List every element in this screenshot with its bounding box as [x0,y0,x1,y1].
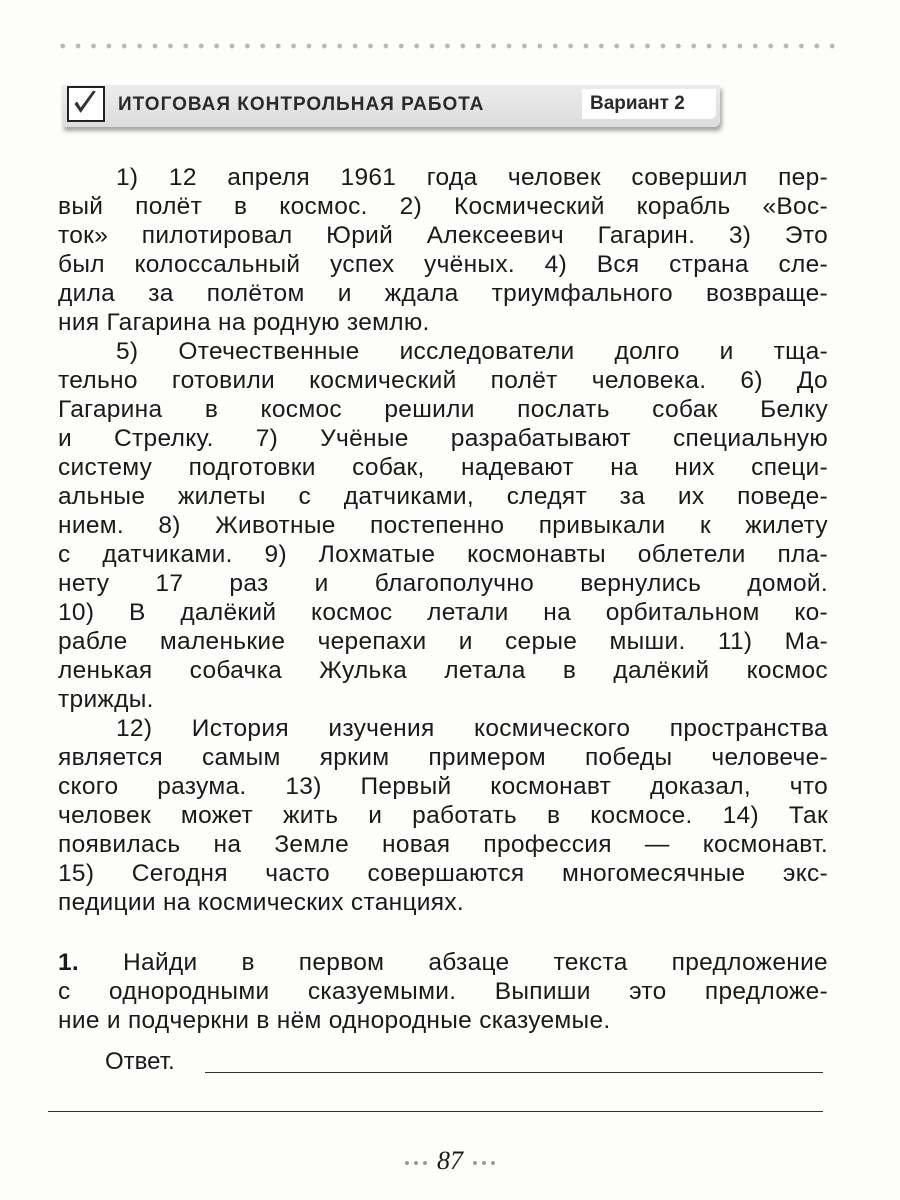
text-line: 10) В далёкий космос летали на орбитальном ко- [58,599,828,626]
text-line: нием. 8) Животные постепенно привыкали к жилету [58,512,828,539]
dotted-border [55,42,845,50]
text-line: систему подготовки собак, надевают на них специ- [58,454,828,481]
text-line: появилась на Земле новая профессия — космонавт. [58,831,828,858]
text-line: Гагарина в космос решили послать собак Белку [58,396,828,423]
text-line: человек может жить и работать в космосе. 14) Так [58,802,828,829]
text-line: 15) Сегодня часто совершаются многомесячные экс- [58,860,828,887]
answer-label: Ответ. [105,1048,175,1075]
text-line: ния Гагарина на родную землю. [58,309,430,336]
task-1 [58,948,828,1035]
text-line: и Стрелку. 7) Учёные разрабатывают специальную [58,425,828,452]
text-line: ленькая собачка Жулька летала в далёкий космос [58,657,828,684]
text-line: был колоссальный успех учёных. 4) Вся страна сле- [58,251,828,278]
variant-label: Вариант 2 [582,89,716,119]
task-line: Найди в первом абзаце текста предложение [79,949,828,976]
header-title: ИТОГОВАЯ КОНТРОЛЬНАЯ РАБОТА [118,94,485,115]
text-line: ского разума. 13) Первый космонавт доказал, что [58,773,828,800]
answer-line-2[interactable] [48,1111,823,1112]
text-line: с датчиками. 9) Лохматые космонавты облетели пла- [58,541,828,568]
text-line: рабле маленькие черепахи и серые мыши. 11) Ма- [58,628,828,655]
reading-text [58,163,828,917]
text-line: педиции на космических станциях. [58,889,465,916]
text-line: дила за полётом и ждала триумфального возвраще- [58,280,828,307]
text-line: ток» пилотировал Юрий Алексеевич Гагарин. 3) Это [58,222,828,249]
text-line: 5) Отечественные исследователи долго и тща- [116,338,828,365]
section-header [62,85,720,127]
answer-line-1[interactable] [205,1072,823,1073]
checkmark-icon [67,86,105,122]
task-line: ние и подчеркни в нём однородные сказуемые. [58,1007,611,1034]
text-line: 1) 12 апреля 1961 года человек совершил пер- [116,164,828,191]
text-line: нету 17 раз и благополучно вернулись домой. [58,570,828,597]
text-line: трижды. [58,686,154,713]
task-number: 1. [58,949,80,976]
text-line: является самым ярким примером победы человече- [58,744,828,771]
task-line: с однородными сказуемыми. Выпиши это предложе- [58,978,828,1005]
text-line: тельно готовили космический полёт человека. 6) До [58,367,828,394]
text-line: альные жилеты с датчиками, следят за их поведе- [58,483,828,510]
text-line: вый полёт в космос. 2) Космический корабль «Вос- [58,193,828,220]
text-line: 12) История изучения космического пространства [116,715,828,742]
page-number: 87 [0,1146,900,1176]
